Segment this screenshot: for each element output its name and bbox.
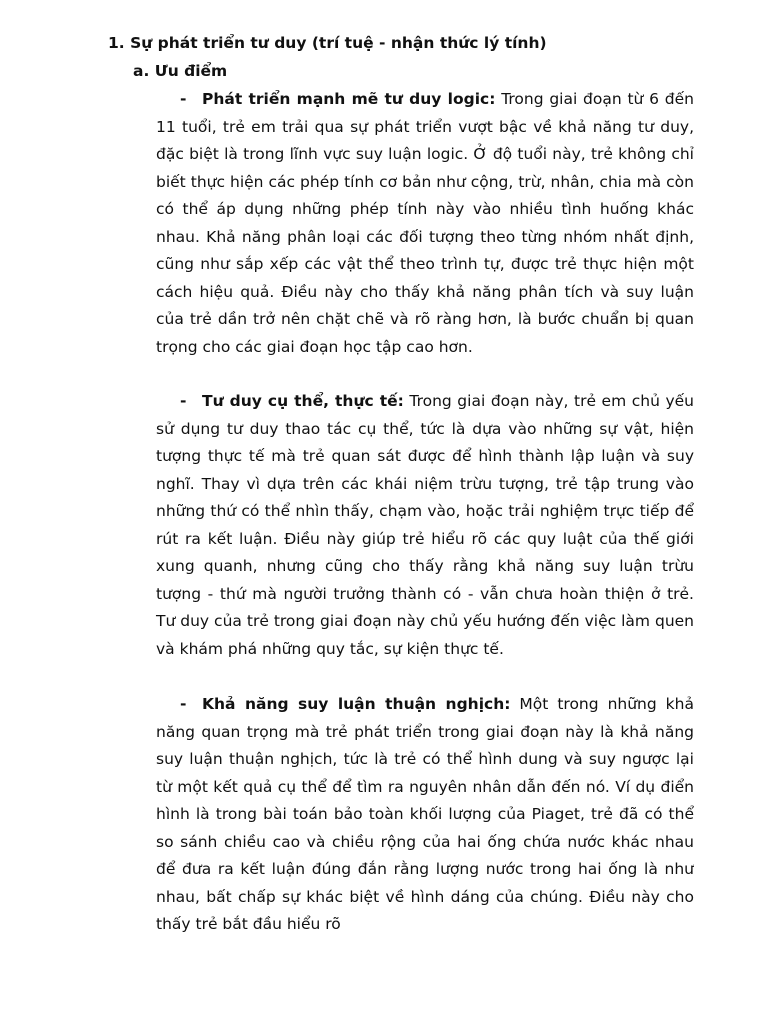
subsection-heading: a. Ưu điểm [133,62,228,80]
bullet-term: Khả năng suy luận thuận nghịch: [202,695,511,713]
bullet-text: Một trong những khả năng quan trọng mà trẻ phát triển trong giai đoạn này là khả năng suy luận thuận nghịch, tức là trẻ có thể hình dung và suy ngược lại từ một kết quả cụ thể để tìm ra nguyên nhân dẫn đến nó. Ví dụ điển hình là trong bài toán bảo toàn khối lượng của Piaget, trẻ đã có thể so sánh chiều cao và chiều rộng của hai ống chứa nước khác nhau để đưa ra kết luận đúng đắn rằng lượng nước trong hai ống là như nhau, bất chấp sự khác biệt về hình dáng của chúng. Điều này cho thấy trẻ bắt đầu hiểu rõ [156,695,694,933]
bullet-dash: - [180,695,187,713]
section-heading: 1. Sự phát triển tư duy (trí tuệ - nhận thức lý tính) [108,34,547,52]
bullet-dash: - [180,392,187,410]
bullet-text: Trong giai đoạn này, trẻ em chủ yếu sử dụng tư duy thao tác cụ thể, tức là dựa vào những sự vật, hiện tượng thực tế mà trẻ quan sát được để hình thành lập luận và suy nghĩ. Thay vì dựa trên các khái niệm trừu tượng, trẻ tập trung vào những thứ có thể nhìn thấy, chạm vào, hoặc trải nghiệm trực tiếp để rút ra kết luận. Điều này giúp trẻ hiểu rõ các quy luật của thế giới xung quanh, nhưng cũng cho thấy rằng khả năng suy luận trừu tượng - thứ mà người trưởng thành có - vẫn chưa hoàn thiện ở trẻ. Tư duy của trẻ trong giai đoạn này chủ yếu hướng đến việc làm quen và khám phá những quy tắc, sự kiện thực tế. [156,392,694,658]
bullet-term: Tư duy cụ thể, thực tế: [202,392,404,410]
bullet-term: Phát triển mạnh mẽ tư duy logic: [202,90,496,108]
bullet-paragraph [156,388,694,663]
bullet-paragraph [156,691,694,951]
bullet-text: Trong giai đoạn từ 6 đến 11 tuổi, trẻ em trải qua sự phát triển vượt bậc về khả năng tư duy, đặc biệt là trong lĩnh vực suy luận logic. Ở độ tuổi này, trẻ không chỉ biết thực hiện các phép tính cơ bản như cộng, trừ, nhân, chia mà còn có thể áp dụng những phép tính này vào nhiều tình huống khác nhau. Khả năng phân loại các đối tượng theo từng nhóm nhất định, cũng như sắp xếp các vật thể theo trình tự, được trẻ thực hiện một cách hiệu quả. Điều này cho thấy khả năng phân tích và suy luận của trẻ dần trở nên chặt chẽ và rõ ràng hơn, là bước chuẩn bị quan trọng cho các giai đoạn học tập cao hơn. [156,90,694,356]
bullet-paragraph [156,86,694,361]
bullet-dash: - [180,90,187,108]
